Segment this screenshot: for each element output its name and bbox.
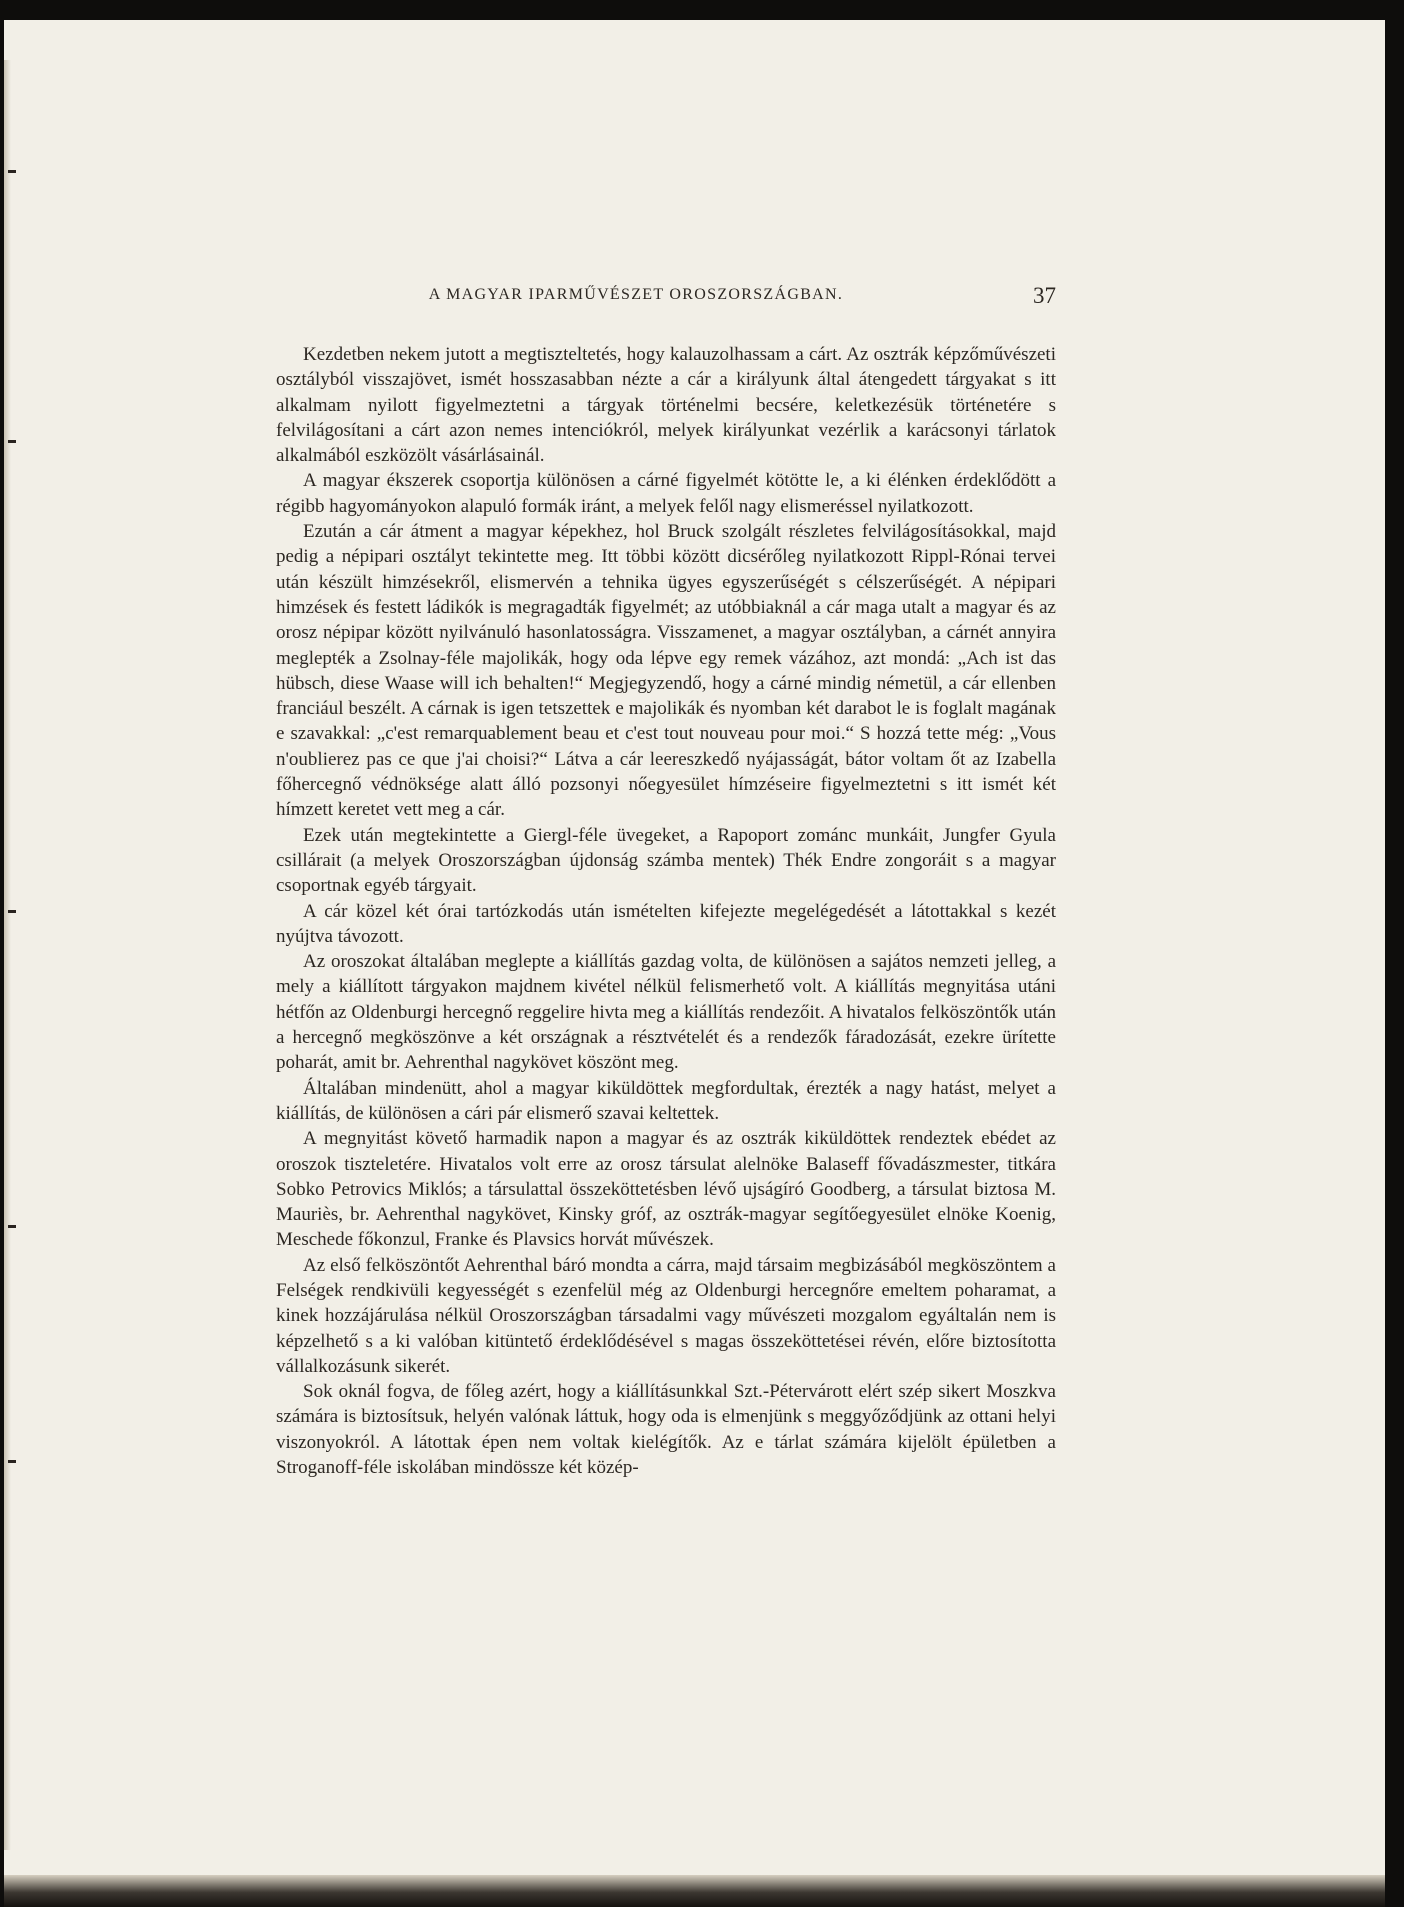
paragraph: A cár közel két órai tartózkodás után ismételten kifejezte megelégedését a látottakkal s kezét nyújtva távozott. bbox=[276, 900, 1056, 947]
paragraph: Az oroszokat általában meglepte a kiállítás gazdag volta, de különösen a sajátos nemzeti jelleg, a mely a kiállított tárgyakon majdnem kivétel nélkül felismerhető volt. A kiállítás megnyitása utáni hétfőn az Oldenburgi hercegnő reggelire hivta meg a kiállítás rendezőit. A hivatalos felköszöntők után a hercegnő megköszönve a két országnak a résztvételét és a rendezők fáradozását, ezekre ürítette poharát, amit br. Aehrenthal nagykövet köszönt meg. bbox=[276, 951, 1056, 1074]
binding-mark bbox=[8, 440, 16, 443]
binding-mark bbox=[8, 1225, 16, 1228]
paragraph: Ezek után megtekintette a Giergl-féle üvegeket, a Rapoport zománc munkáit, Jungfer Gyula csillárait (a melyek Oroszországban újdonság számba mentek) Thék Endre zongoráit s a magyar csoportnak egyéb tárgyait. bbox=[276, 824, 1056, 897]
page-header bbox=[276, 266, 1056, 306]
paragraph: Sok oknál fogva, de főleg azért, hogy a kiállításunkkal Szt.-Pétervárott elért szép sikert Moszkva számára is biztosítsuk, helyén valónak láttuk, hogy oda is elmenjünk s meggyőződjünk az ottani helyi viszonyokról. A látottak épen nem voltak kielégítők. Az e tárlat számára kijelölt épületben a Stroganoff-féle iskolában mindössze két közép- bbox=[276, 1381, 1056, 1479]
book-page bbox=[4, 20, 1385, 1907]
page-bottom-edge bbox=[4, 1875, 1385, 1907]
binding-mark bbox=[8, 170, 16, 173]
paragraph: Általában mindenütt, ahol a magyar kiküldöttek megfordultak, érezték a nagy hatást, melyet a kiállítás, de különösen a cári pár elismerő szavai keltettek. bbox=[276, 1077, 1056, 1124]
paragraph: Az első felköszöntőt Aehrenthal báró mondta a cárra, majd társaim megbizásából megköszöntem a Felségek rendkivüli kegyességét s ezenfelül még az Oldenburgi hercegnőre emeltem poharamat, a kinek hozzájárulása nélkül Oroszországban társadalmi vagy művészeti mozgalom egyáltalán nem is képzelhető s a ki valóban kitüntető érdeklődésével s magas összeköttetései révén, előre biztosította vállalkozásunk sikerét. bbox=[276, 1254, 1056, 1377]
page-number: 37 bbox=[1033, 283, 1056, 308]
running-title: A MAGYAR IPARMŰVÉSZET OROSZORSZÁGBAN. bbox=[428, 286, 844, 303]
paragraph: A megnyitást követő harmadik napon a magyar és az osztrák kiküldöttek rendeztek ebédet az oroszok tiszteletére. Hivatalos volt erre az orosz társulat alelnöke Balaseff fővadászmester, titkára Sobko Petrovics Miklós; a társulattal összeköttetésben lévő ujságíró Goodberg, a társulat biztosa M. Mauriès, br. Aehrenthal nagykövet, Kinsky gróf, az osztrák-magyar segítőegyesület elnöke Koenig, Meschede főkonzul, Franke és Plavsics horvát művészek. bbox=[276, 1128, 1056, 1251]
binding-mark bbox=[8, 1460, 16, 1463]
paragraph: Kezdetben nekem jutott a megtiszteltetés, hogy kalauzolhassam a cárt. Az osztrák képzőművészeti osztályból visszajövet, ismét hosszasabban nézte a cár a királyunk által átengedett tárgyakat s itt alkalmam nyilott figyelmeztetni a tárgyak történelmi becsére, keletkezésük történetére s felvilágosítani a cárt azon nemes intenciókról, melyek királyunkat vezérlik a karácsonyi tárlatok alkalmából eszközölt vásárlásainál. bbox=[276, 344, 1056, 467]
paragraph: A magyar ékszerek csoportja különösen a cárné figyelmét kötötte le, a ki élénken érdeklődött a régibb hagyományokon alapuló formák iránt, a melyek felől nagy elismeréssel nyilatkozott. bbox=[276, 470, 1056, 517]
article-body bbox=[276, 342, 1056, 1480]
page-left-edge-shadow bbox=[4, 60, 11, 1850]
paragraph: Ezután a cár átment a magyar képekhez, hol Bruck szolgált részletes felvilágosításokkal, majd pedig a népipari osztályt tekintette meg. Itt többi között dicsérőleg nyilatkozott Rippl-Rónai tervei után készült himzésekről, elismervén a tehnika ügyes egyszerűségét s célszerűségét. A népipari himzések és festett ládikók is megragadták figyelmét; az utóbbiaknál a cár maga utalt a magyar és az orosz népipar között nyilvánuló hasonlatosságra. Visszamenet, a magyar osztályban, a cárnét annyira meglepték a Zsolnay-féle majolikák, hogy oda lépve egy remek vázához, azt mondá: „Ach ist das hübsch, diese Waase will ich behalten!“ Megjegyzendő, hogy a cárné mindig németül, a cár ellenben franciául beszélt. A cárnak is igen tetszettek e majolikák és nyomban két darabot le is foglalt magának e szavakkal: „c'est remarquablement beau et c'est tout nouveau pour moi.“ S hozzá tette még: „Vous n'oublierez pas ce que j'ai choisi?“ Látva a cár leereszkedő nyájasságát, bátor voltam őt az Izabella főhercegnő védnöksége alatt álló pozsonyi nőegyesület hímzéseire figyelmeztetni s itt ismét két hímzett keretet vett meg a cár. bbox=[276, 521, 1056, 821]
binding-mark bbox=[8, 910, 16, 913]
